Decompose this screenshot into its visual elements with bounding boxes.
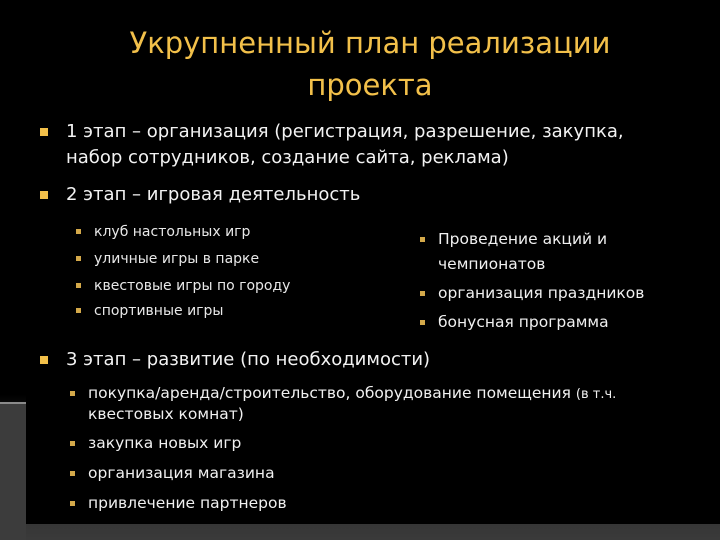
stage2-left-bullet-3 [76, 283, 81, 288]
stage2-right-item-1-line-2: чемпионатов [438, 255, 546, 273]
slide-title [60, 22, 680, 106]
stage2-left-item-3: квестовые игры по городу [94, 278, 291, 294]
stage3-bullet-2 [70, 441, 75, 446]
stage2-bullet [40, 191, 48, 199]
stage1-bullet [40, 128, 48, 136]
stage3-label: 3 этап – развитие (по необходимости) [66, 349, 431, 370]
stage3-bullet-1 [70, 391, 75, 396]
stage3-item-1-main: покупка/аренда/строительство, оборудование помещения [88, 384, 571, 402]
stage1-line-2: набор сотрудников, создание сайта, реклама) [66, 147, 509, 168]
stage2-left-bullet-2 [76, 256, 81, 261]
title-line-2: проекта [307, 68, 433, 102]
stage3-item-4: привлечение партнеров [88, 494, 287, 512]
left-strip [0, 404, 26, 540]
stage2-right-bullet-3 [420, 320, 425, 325]
stage2-left-item-2: уличные игры в парке [94, 251, 260, 267]
stage1-line-1: 1 этап – организация (регистрация, разрешение, закупка, [66, 121, 624, 142]
stage2-left-bullet-4 [76, 308, 81, 313]
stage3-bullet [40, 356, 48, 364]
stage3-item-2: закупка новых игр [88, 434, 242, 452]
stage2-right-item-3: бонусная программа [438, 313, 609, 331]
title-line-1: Укрупненный план реализации [129, 26, 611, 60]
stage2-label: 2 этап – игровая деятельность [66, 184, 361, 205]
stage2-left-bullet-1 [76, 229, 81, 234]
stage2-right-bullet-1 [420, 237, 425, 242]
stage2-right-item-2: организация праздников [438, 284, 645, 302]
stage2-left-item-4: спортивные игры [94, 303, 224, 319]
stage3-bullet-4 [70, 501, 75, 506]
stage2-left-item-1: клуб настольных игр [94, 224, 251, 240]
stage3-item-1-line-2: квестовых комнат) [88, 405, 244, 423]
stage2-right-bullet-2 [420, 291, 425, 296]
stage3-item-3: организация магазина [88, 464, 275, 482]
stage3-bullet-3 [70, 471, 75, 476]
stage2-right-item-1-line-1: Проведение акций и [438, 230, 608, 248]
stage3-item-1-note: (в т.ч. [575, 387, 617, 402]
